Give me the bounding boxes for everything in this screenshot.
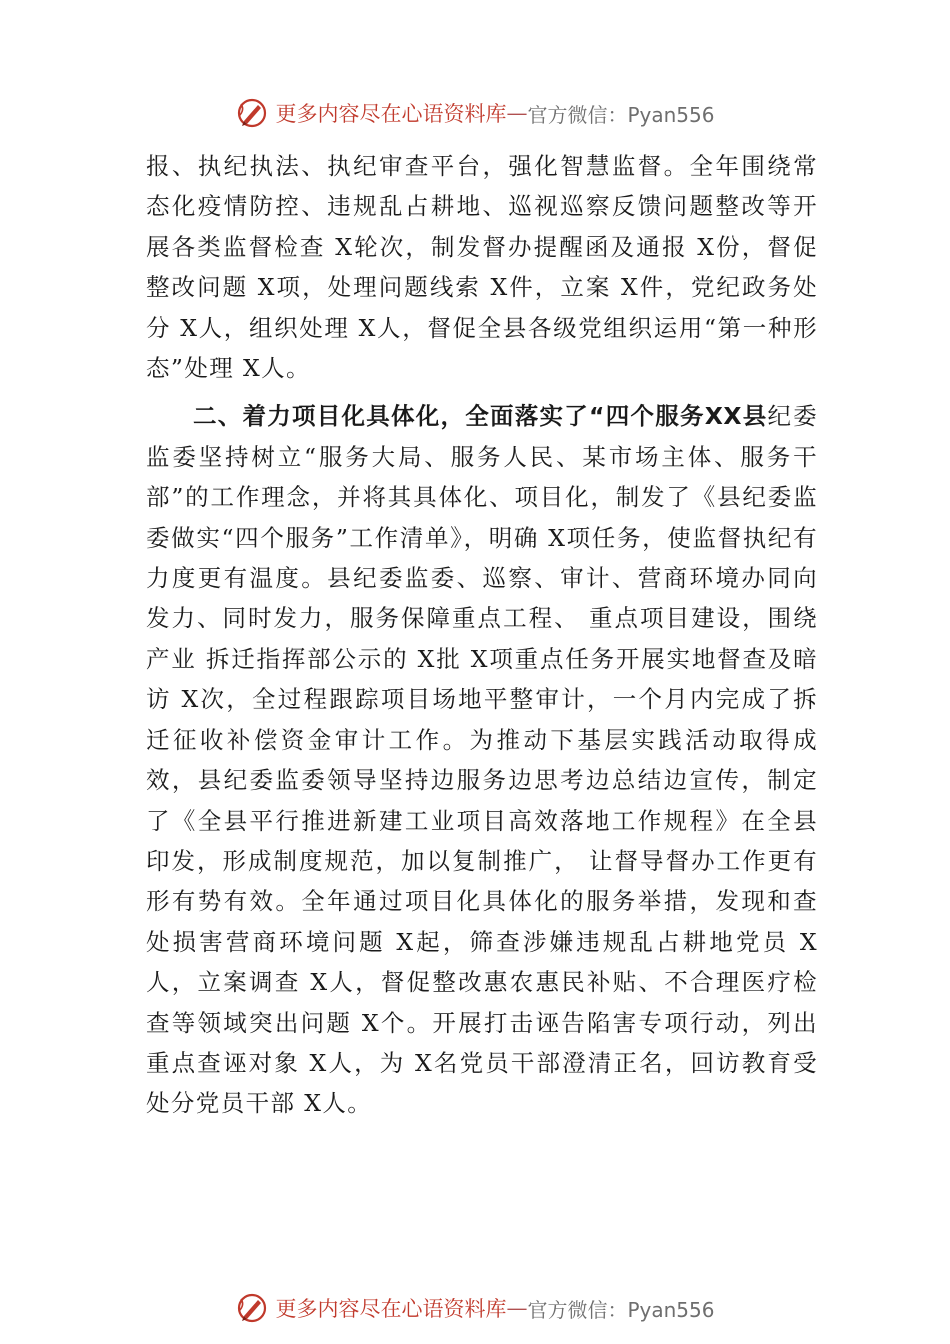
paragraph-1: 报、执纪执法、执纪审查平台，强化智慧监督。全年围绕常态化疫情防控、违规乱占耕地、巡视巡察反馈问题整改等开展各类监督检查 X轮次，制发督办提醒函及通报 X份，督促整改问题 X项，处理问题线索 X件，立案 X件，党纪政务处分 X人，组织处理 X人，督促全县各级党组织运用“第一种形态”处理 X人。 bbox=[146, 152, 818, 383]
watermark-dash: — bbox=[506, 1296, 528, 1320]
watermark-main-text: 更多内容尽在心语资料库 bbox=[275, 1297, 507, 1321]
pen-logo-icon bbox=[235, 1291, 269, 1325]
watermark-main-text: 更多内容尽在心语资料库 bbox=[275, 102, 507, 126]
pen-logo-icon bbox=[235, 96, 269, 130]
watermark-sub-text: 官方微信：Pyan556 bbox=[527, 1297, 715, 1322]
watermark-sub-text: 官方微信：Pyan556 bbox=[527, 102, 715, 127]
paragraph-2-text: 纪委监委坚持树立“服务大局、服务人民、某市场主体、服务干部”的工作理念，并将其具体化、项目化，制发了《县纪委监委做实“四个服务”工作清单》，明确 X项任务，使监督执纪有力度更有温度。县纪委监委、巡察、审计、营商环境办同向发力、同时发力，服务保障重点工程、 重点项目建设，围绕产业 拆迁指挥部公示的 X批 X项重点任务开展实地督查及暗访 X次，全过程跟踪项目场地平整审计，一个月内完成了拆迁征收补偿资金审计工作。为推动下基层实践活动取得成效，县纪委监委领导坚持边服务边思考边总结边宣传，制定了《全县平行推进新建工业项目高效落地工作规程》在全县印发，形成制度规范，加以复制推广， 让督导督办工作更有形有势有效。全年通过项目化具体化的服务举措，发现和查处损害营商环境问题 X起，筛查涉嫌违规乱占耕地党员 X人，立案调查 X人，督促整改惠农惠民补贴、不合理医疗检查等领域突出问题 X个。开展打击诬告陷害专项行动，列出重点查诬对象 X人，为 X名党员干部澄清正名，回访教育受处分党员干部 X人。 bbox=[146, 402, 818, 1118]
footer-watermark bbox=[0, 1288, 950, 1328]
watermark-dash: — bbox=[506, 101, 528, 125]
section-heading: 二、着力项目化具体化，全面落实了“四个服务XX县 bbox=[193, 402, 768, 431]
paragraph-2 bbox=[146, 396, 818, 1123]
document-body bbox=[146, 146, 818, 1124]
header-watermark bbox=[0, 93, 950, 133]
